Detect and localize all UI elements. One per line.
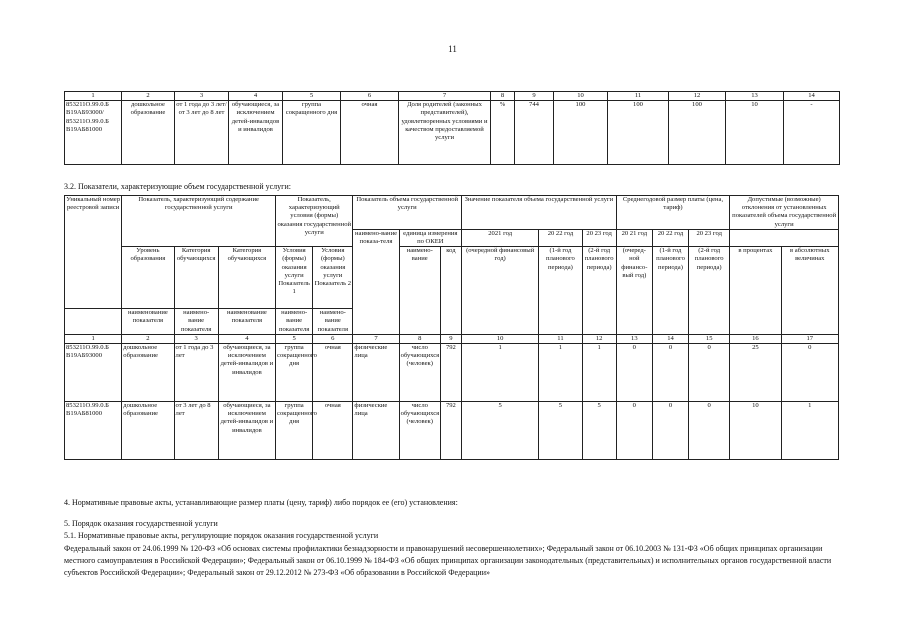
year-2022: 20 22 год xyxy=(539,229,582,246)
section-5-1-heading: 5.1. Нормативные правовые акты, регулирующие порядок оказания государственной услуги xyxy=(64,531,379,540)
table-row: 853211О.99.0.Б В19АБ81000 дошкольное образование от 3 лет до 8 лет обучающиеся, за исключением детей-инвалидов и инвалидов группа сокращенного дня очная физические лица число обучающихся (человек) 792 5 5 5 0 0 0 10 1 xyxy=(65,402,839,460)
column-numbers-row: 1 2 3 4 5 6 7 8 9 10 11 12 13 14 15 16 17 xyxy=(65,334,839,343)
header-row-3: Уровень образования Категория обучающихся Категория обучающихся Условия (формы) оказания услуги Показатель 1 Условия (формы) оказания услуги Показатель 2 наимено-вание код (очередной финансовый год) (1-й год планового периода) (2-й год планового периода) (очеред-ной финансо-вый год) (1-й год планового периода) (2-й год планового периода) в процентах в абсолютных величинах xyxy=(65,247,839,309)
header-unique-number: Уникальный номер реестровой записи xyxy=(65,196,122,309)
sub-unit-name: наимено-вание xyxy=(399,247,440,335)
year-2023: 20 23 год xyxy=(582,229,616,246)
header-avg-price: Среднегодовой размер платы (цена, тариф) xyxy=(616,196,730,230)
section-5-heading: 5. Порядок оказания государственной услуги xyxy=(64,519,218,528)
volume-indicators-table xyxy=(64,195,839,460)
sub-condition-1: Условия (формы) оказания услуги Показатель 1 xyxy=(276,247,313,309)
page-number: 11 xyxy=(448,44,457,54)
header-allowed-deviation: Допустимые (возможные) отклонения от установленных показателей объема государственной услуги xyxy=(730,196,839,230)
year-2021: 2021 год xyxy=(461,229,538,246)
header-volume: Показатель объема государственной услуги xyxy=(353,196,462,230)
table-row: 853211О.99.0.Б В19АБ93000/ 853211О.99.0.Б В19АБ81000 дошкольное образование от 1 года до 3 лет/ от 3 лет до 8 лет обучающиеся, за исключением детей-инвалидов и инвалидов группа сокращенного дня очная Доля родителей (законных представителей), удовлетворенных условиями и качеством предоставляемой услуги % 744 100 100 100 10 - xyxy=(65,101,840,165)
year-2022-price: 20 22 год xyxy=(652,229,688,246)
header-row-1 xyxy=(65,196,839,230)
laws-paragraph: Федеральный закон от 24.06.1999 № 120-ФЗ «Об основах системы профилактики безнадзорности и правонарушений несовершеннолетних»; Федеральный закон от 06.10.2003 № 131-ФЗ «Об общих принципах организации местного самоуправления в Российской Федерации»; Федеральный закон от 06.10.1999 № 184-ФЗ «Об общих принципах организации законодательных (представительных) и исполнительных органов государственной власти субъектов Российской Федерации»; Федеральный закон от 29.12.2012 № 273-ФЗ «Об образовании в Российской Федерации» xyxy=(64,544,832,577)
sub-unit-code: код xyxy=(440,247,461,335)
section-4-heading: 4. Нормативные правовые акты, устанавливающие размер платы (цену, тариф) либо порядок ее (его) установления: xyxy=(64,498,458,507)
header-unit: единица измерения по ОКЕИ xyxy=(399,229,461,246)
sub-category: Категория обучающихся xyxy=(174,247,218,309)
header-conditions: Показатель, характеризующий условия (формы) оказания государственной услуги xyxy=(276,196,353,247)
year-2021-price: 20 21 год xyxy=(616,229,652,246)
sub-category-2: Категория обучающихся xyxy=(218,247,275,309)
header-content: Показатель, характеризующий содержание государственной услуги xyxy=(122,196,276,247)
table-header-numbers: 1 2 3 4 5 6 7 8 9 10 11 12 13 14 xyxy=(65,92,840,101)
quality-indicators-table xyxy=(64,91,840,165)
header-row-4: наименование показателя наимено-вание показателя наименование показателя наимено-вание показателя наимено-вание показателя xyxy=(65,309,839,335)
section-3-2-heading: 3.2. Показатели, характеризующие объем государственной услуги: xyxy=(64,182,291,191)
header-indicator-name: наимено-вание показа-теля xyxy=(353,229,399,334)
sub-condition-2: Условия (формы) оказания услуги Показатель 2 xyxy=(313,247,353,309)
header-volume-value: Значение показателя объема государственной услуги xyxy=(461,196,616,230)
year-2023-price: 20 23 год xyxy=(689,229,730,246)
table-row: 853211О.99.0.Б В19АБ93000 дошкольное образование от 1 года до 3 лет обучающиеся, за исключением детей-инвалидов и инвалидов группа сокращенного дня очная физические лица число обучающихся (человек) 792 1 1 1 0 0 0 25 0 xyxy=(65,344,839,402)
sub-level: Уровень образования xyxy=(122,247,174,309)
